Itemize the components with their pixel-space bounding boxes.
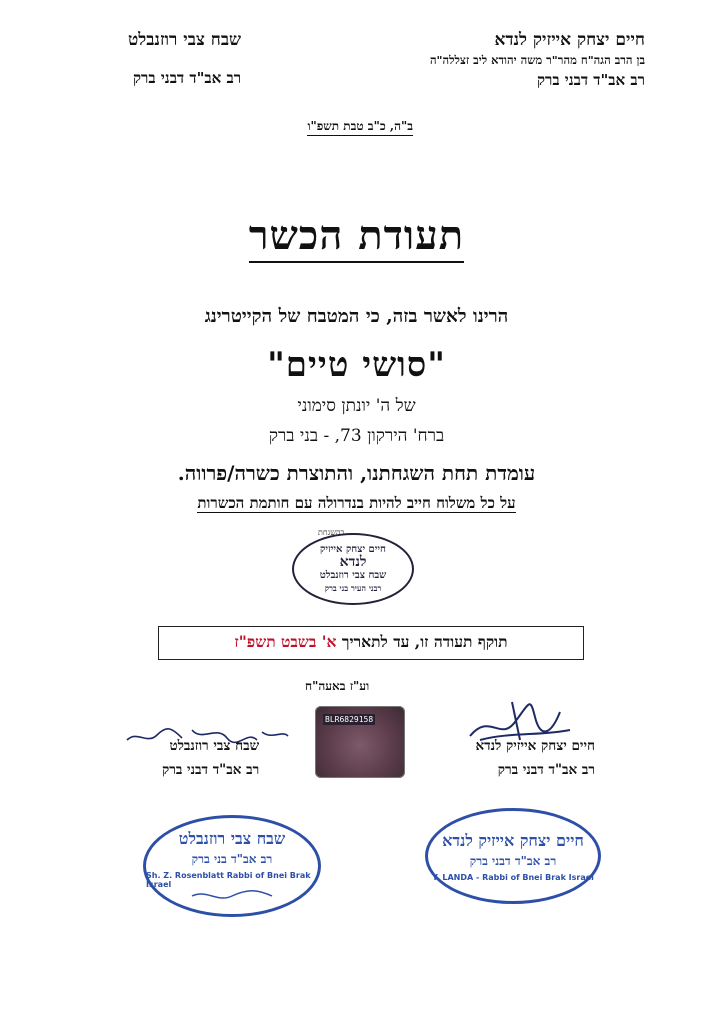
oval-right-line2: רב אב"ד דבני ברק: [469, 853, 557, 868]
oval-left-line1: שבח צבי רוזנבלט: [178, 829, 286, 848]
blessing-line: וע"ז באעה"ח: [305, 679, 370, 693]
header-rabbi-landa: [430, 30, 645, 90]
header-right-name: חיים יצחק אייזיק לנדא: [494, 30, 645, 50]
center-kashrut-stamp: [292, 533, 414, 605]
business-name: "סושי טיים": [267, 345, 446, 385]
ornament-icon: [187, 889, 277, 903]
requirement-line: על כל משלוח חייב להיות בנדרולה עם חותמת הכשרות: [197, 494, 516, 512]
signature-block-rosenblatt: [162, 738, 259, 778]
signature-right-title: רב אב"ד דבני ברק: [497, 762, 595, 778]
oval-left-line2: רב אב"ד בני ברק: [191, 852, 273, 866]
signature-right-name: חיים יצחק אייזיק לנדא: [475, 738, 595, 754]
center-stamp-line3: שבח צבי רוזנבלט: [319, 570, 387, 581]
header-rabbi-rosenblatt: [128, 30, 241, 88]
certificate-intro: הרינו לאשר בזה, כי המטבח של הקייטרינג: [204, 306, 509, 327]
document-date: ב"ה, כ"ב טבת תשפ"ו: [307, 119, 413, 136]
address-line: ברח' הירקון 73, - בני ברק: [268, 426, 445, 446]
signature-left-title: רב אב"ד דבני ברק: [162, 762, 260, 778]
seal-code: BLR6829158: [325, 715, 374, 724]
header-left-name: שבח צבי רוזנבלט: [128, 30, 242, 50]
oval-stamp-rosenblatt: [143, 815, 321, 917]
center-stamp-line4: רבני העיר בני ברק: [324, 583, 382, 593]
signature-left-name: שבח צבי רוזנבלט: [169, 738, 260, 754]
oval-right-line3: Y. LANDA - Rabbi of Bnei Brak Israel: [432, 872, 594, 882]
header-right-title: רב אב"ד דבני ברק: [536, 71, 645, 89]
oval-right-line1: חיים יצחק אייזיק לנדא: [442, 830, 584, 850]
owner-line: של ה' יונתן סימוני: [297, 396, 416, 416]
validity-box: [158, 626, 584, 660]
requirement-line-wrap: [0, 494, 713, 513]
certificate-title: תעודת הכשר: [249, 212, 464, 263]
center-stamp-top: בהשגחת: [318, 528, 345, 537]
center-stamp-line1: חיים יצחק אייזיק: [320, 544, 386, 555]
header-right-lineage: בן הרב הגה"ח מהר"ר משה יהודא ליב זצללה"ה: [429, 53, 645, 67]
center-stamp-line2: לנדא: [339, 554, 367, 570]
header-left-title: רב אב"ד דבני ברק: [133, 69, 242, 87]
oval-left-line3: Sh. Z. Rosenblatt Rabbi of Bnei Brak Israel: [146, 871, 311, 889]
signature-block-landa: [475, 738, 595, 778]
validity-date: א' בשבט תשפ"ז: [234, 632, 337, 651]
supervision-line: עומדת תחת השגחתנו, והתוצרת כשרה/פרווה.: [177, 461, 536, 485]
hologram-seal: [315, 706, 405, 778]
certificate-title-wrap: [0, 212, 713, 259]
oval-stamp-landa: [425, 808, 601, 904]
validity-prefix: תוקף תעודה זו, עד לתאריך: [341, 632, 508, 651]
